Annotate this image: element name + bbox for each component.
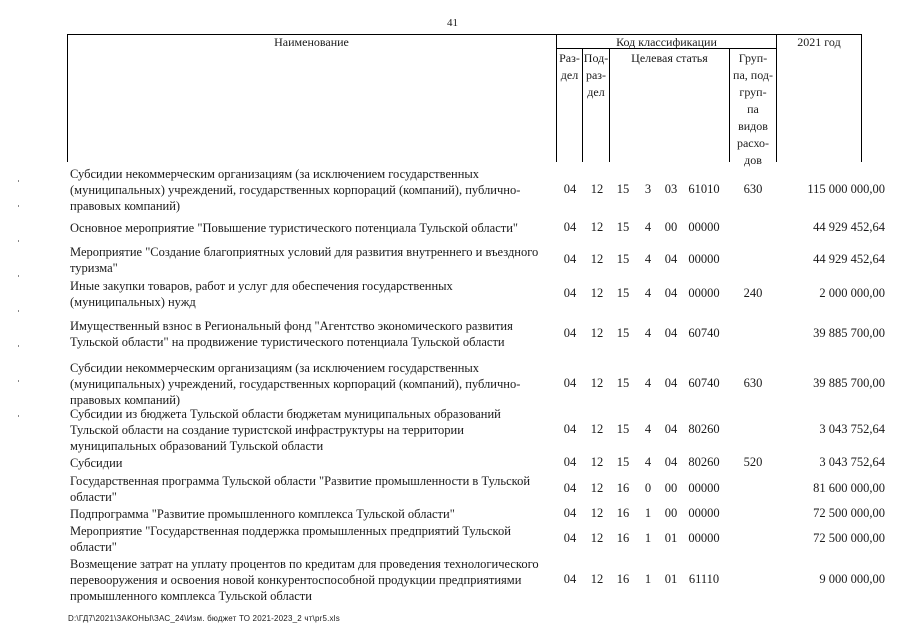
cell-c3: 04 xyxy=(664,376,678,390)
cell-pr: 12 xyxy=(590,422,604,436)
row-name xyxy=(70,166,560,214)
row-name xyxy=(70,556,560,604)
table-header xyxy=(67,34,862,167)
row-name-line: муниципальных образований Тульской области xyxy=(70,439,324,453)
cell-c1: 15 xyxy=(616,326,630,340)
table-row xyxy=(67,318,897,350)
table-row xyxy=(67,523,897,555)
cell-c4: 00000 xyxy=(688,220,720,234)
cell-pr: 12 xyxy=(590,220,604,234)
row-name xyxy=(70,523,560,555)
table-row xyxy=(67,506,897,522)
cell-r: 04 xyxy=(563,422,577,436)
cell-c1: 15 xyxy=(616,455,630,469)
cell-pr: 12 xyxy=(590,326,604,340)
row-name xyxy=(70,278,560,310)
row-name-line: (муниципальных) учреждений, государственных корпораций (компаний), публично- xyxy=(70,183,521,197)
cell-r: 04 xyxy=(563,326,577,340)
row-name-line: Мероприятие "Создание благоприятных условий для развития внутреннего и въездного xyxy=(70,245,539,259)
table-row xyxy=(67,473,897,505)
row-name-line: Возмещение затрат на уплату процентов по кредитам для проведения технологического xyxy=(70,557,539,571)
header-target: Целевая статья xyxy=(631,51,708,65)
cell-c1: 16 xyxy=(616,481,630,495)
cell-amount: 9 000 000,00 xyxy=(819,572,885,586)
cell-c1: 16 xyxy=(616,531,630,545)
cell-c1: 15 xyxy=(616,376,630,390)
cell-c3: 04 xyxy=(664,286,678,300)
row-name-line: туризма" xyxy=(70,261,118,275)
cell-c4: 80260 xyxy=(688,455,720,469)
row-name xyxy=(70,318,560,350)
row-name-line: Имущественный взнос в Региональный фонд "Агентство экономического развития xyxy=(70,319,513,333)
cell-r: 04 xyxy=(563,531,577,545)
file-path-footer: D:\ГД7\2021\ЗАКОНЫ\ЗАС_24\Изм. бюджет ТО 2021-2023_2 чт\pr5.xls xyxy=(68,614,340,623)
cell-c1: 15 xyxy=(616,182,630,196)
cell-c2: 4 xyxy=(644,455,652,469)
row-name xyxy=(70,244,560,276)
header-podrazdel: Под- раз- дел xyxy=(583,51,609,99)
row-name-line: Подпрограмма "Развитие промышленного комплекса Тульской области" xyxy=(70,507,455,521)
cell-g: 240 xyxy=(743,286,763,300)
cell-amount: 115 000 000,00 xyxy=(807,182,885,196)
cell-c2: 0 xyxy=(644,481,652,495)
row-name-line: Мероприятие "Государственная поддержка промышленных предприятий Тульской xyxy=(70,524,511,538)
header-year: 2021 год xyxy=(797,35,841,49)
cell-g: 630 xyxy=(743,182,763,196)
cell-pr: 12 xyxy=(590,572,604,586)
row-name-line: Основное мероприятие "Повышение туристического потенциала Тульской области" xyxy=(70,221,519,235)
cell-c3: 01 xyxy=(664,531,678,545)
cell-amount: 81 600 000,00 xyxy=(813,481,885,495)
cell-amount: 3 043 752,64 xyxy=(819,422,885,436)
row-name xyxy=(70,406,560,454)
row-name-line: правовых компаний) xyxy=(70,199,181,213)
row-name-line: (муниципальных) учреждений, государственных корпораций (компаний), публично- xyxy=(70,377,521,391)
cell-amount: 39 885 700,00 xyxy=(813,326,885,340)
cell-c2: 1 xyxy=(644,506,652,520)
margin-marks xyxy=(18,180,20,430)
table-row xyxy=(67,360,897,408)
row-name-line: (муниципальных) нужд xyxy=(70,295,196,309)
cell-amount: 72 500 000,00 xyxy=(813,531,885,545)
cell-pr: 12 xyxy=(590,286,604,300)
cell-pr: 12 xyxy=(590,481,604,495)
cell-c2: 4 xyxy=(644,376,652,390)
cell-pr: 12 xyxy=(590,506,604,520)
header-group: Груп- па, под- груп- па видов расхо- дов xyxy=(733,51,773,167)
cell-r: 04 xyxy=(563,506,577,520)
cell-pr: 12 xyxy=(590,182,604,196)
cell-c3: 00 xyxy=(664,481,678,495)
row-name xyxy=(70,360,560,408)
cell-c4: 61010 xyxy=(688,182,720,196)
table-row xyxy=(67,166,897,214)
cell-amount: 39 885 700,00 xyxy=(813,376,885,390)
cell-c3: 01 xyxy=(664,572,678,586)
row-name-line: Субсидии некоммерческим организациям (за исключением государственных xyxy=(70,361,480,375)
table-row xyxy=(67,556,897,604)
row-name xyxy=(70,455,560,471)
cell-c4: 60740 xyxy=(688,376,720,390)
cell-g: 630 xyxy=(743,376,763,390)
cell-c3: 00 xyxy=(664,220,678,234)
cell-r: 04 xyxy=(563,376,577,390)
cell-amount: 3 043 752,64 xyxy=(819,455,885,469)
cell-c4: 60740 xyxy=(688,326,720,340)
cell-c4: 00000 xyxy=(688,481,720,495)
cell-r: 04 xyxy=(563,286,577,300)
cell-c4: 61110 xyxy=(688,572,720,586)
cell-c1: 15 xyxy=(616,220,630,234)
cell-c2: 1 xyxy=(644,531,652,545)
table-row xyxy=(67,406,897,454)
header-code: Код классификации xyxy=(616,35,717,49)
row-name-line: Тульской области на создание туристской инфраструктуры на территории xyxy=(70,423,464,437)
cell-c1: 15 xyxy=(616,286,630,300)
row-name-line: Тульской области" на продвижение туристического потенциала Тульской области xyxy=(70,335,505,349)
cell-c3: 04 xyxy=(664,326,678,340)
cell-c2: 4 xyxy=(644,252,652,266)
cell-amount: 72 500 000,00 xyxy=(813,506,885,520)
header-name: Наименование xyxy=(274,35,349,49)
header-razdel: Раз- дел xyxy=(559,51,580,82)
row-name-line: области" xyxy=(70,540,117,554)
cell-c3: 00 xyxy=(664,506,678,520)
cell-c1: 16 xyxy=(616,572,630,586)
row-name xyxy=(70,220,560,236)
cell-c4: 00000 xyxy=(688,506,720,520)
cell-c3: 03 xyxy=(664,182,678,196)
cell-pr: 12 xyxy=(590,455,604,469)
table-row xyxy=(67,278,897,310)
row-name-line: перевооружения и освоения новой конкурентоспособной продукции предприятиями xyxy=(70,573,522,587)
cell-amount: 44 929 452,64 xyxy=(813,220,885,234)
row-name-line: Иные закупки товаров, работ и услуг для обеспечения государственных xyxy=(70,279,453,293)
cell-c3: 04 xyxy=(664,422,678,436)
cell-c4: 00000 xyxy=(688,286,720,300)
cell-r: 04 xyxy=(563,455,577,469)
row-name xyxy=(70,506,560,522)
row-name xyxy=(70,473,560,505)
cell-c2: 1 xyxy=(644,572,652,586)
table-row xyxy=(67,455,897,471)
cell-amount: 44 929 452,64 xyxy=(813,252,885,266)
row-name-line: промышленного комплекса Тульской области xyxy=(70,589,312,603)
row-name-line: Субсидии из бюджета Тульской области бюджетам муниципальных образований xyxy=(70,407,501,421)
table-row xyxy=(67,244,897,276)
cell-c2: 4 xyxy=(644,326,652,340)
cell-c3: 04 xyxy=(664,252,678,266)
cell-r: 04 xyxy=(563,252,577,266)
cell-r: 04 xyxy=(563,182,577,196)
cell-c2: 4 xyxy=(644,220,652,234)
cell-c3: 04 xyxy=(664,455,678,469)
cell-c1: 15 xyxy=(616,422,630,436)
cell-pr: 12 xyxy=(590,252,604,266)
cell-c4: 00000 xyxy=(688,252,720,266)
row-name-line: Государственная программа Тульской области "Развитие промышленности в Тульской xyxy=(70,474,531,488)
row-name-line: области" xyxy=(70,490,117,504)
cell-c2: 4 xyxy=(644,422,652,436)
cell-c2: 3 xyxy=(644,182,652,196)
row-name-line: Субсидии некоммерческим организациям (за исключением государственных xyxy=(70,167,480,181)
cell-pr: 12 xyxy=(590,376,604,390)
cell-r: 04 xyxy=(563,572,577,586)
cell-c2: 4 xyxy=(644,286,652,300)
row-name-line: Субсидии xyxy=(70,456,123,470)
cell-pr: 12 xyxy=(590,531,604,545)
cell-r: 04 xyxy=(563,481,577,495)
cell-r: 04 xyxy=(563,220,577,234)
cell-c1: 15 xyxy=(616,252,630,266)
cell-c4: 80260 xyxy=(688,422,720,436)
row-name-line: правовых компаний) xyxy=(70,393,181,407)
page-number: 41 xyxy=(447,17,458,29)
cell-g: 520 xyxy=(743,455,763,469)
table-row xyxy=(67,220,897,236)
cell-c4: 00000 xyxy=(688,531,720,545)
cell-c1: 16 xyxy=(616,506,630,520)
cell-amount: 2 000 000,00 xyxy=(819,286,885,300)
